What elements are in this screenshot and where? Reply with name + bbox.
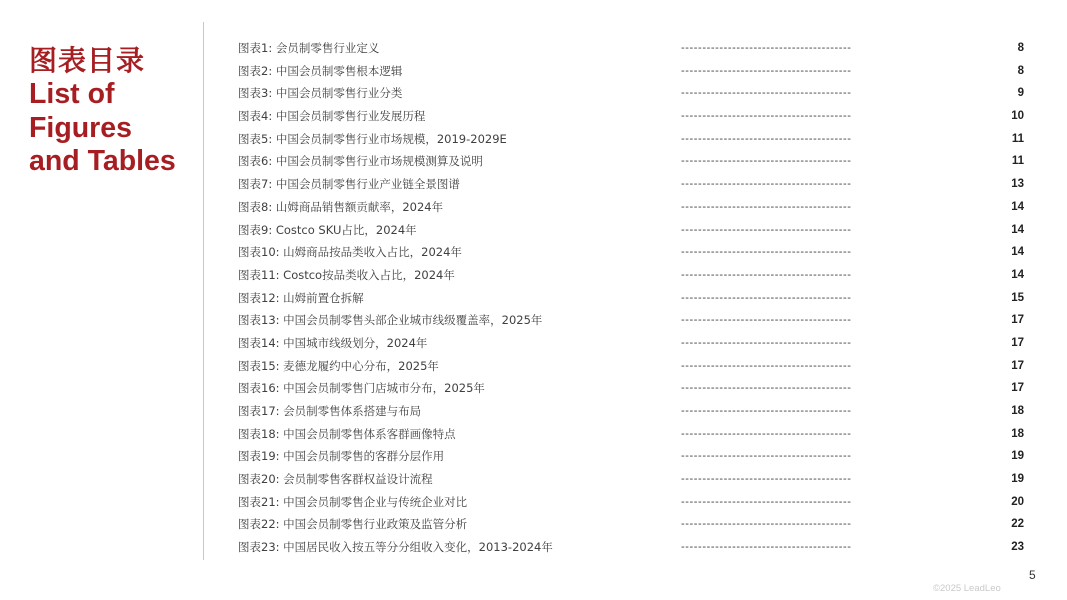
toc-leader-dashes: ----------------------------------------	[681, 427, 852, 440]
toc-entry-label: 图表4: 中国会员制零售行业发展历程	[238, 109, 426, 124]
toc-page-number: 14	[1011, 200, 1024, 213]
toc-entry-label: 图表16: 中国会员制零售门店城市分布，2025年	[238, 381, 485, 396]
toc-page-number: 11	[1011, 155, 1024, 168]
toc-leader-dashes: ----------------------------------------	[681, 541, 852, 554]
toc-entry-label: 图表19: 中国会员制零售的客群分层作用	[238, 449, 445, 464]
toc-page-number: 9	[1017, 87, 1024, 100]
toc-leader-dashes: ----------------------------------------	[681, 132, 852, 145]
toc-entry-label: 图表23: 中国居民收入按五等分分组收入变化，2013-2024年	[238, 540, 553, 555]
toc-row[interactable]	[238, 355, 1028, 378]
toc-page-number: 17	[1011, 382, 1024, 395]
toc-leader-dashes: ----------------------------------------	[681, 200, 852, 213]
toc-leader-dashes: ----------------------------------------	[681, 223, 852, 236]
copyright-text: ©2025 LeadLeo	[933, 583, 1001, 594]
toc-row[interactable]	[238, 241, 1028, 264]
toc-row[interactable]	[238, 423, 1028, 446]
toc-row[interactable]	[238, 219, 1028, 242]
toc-row[interactable]	[238, 445, 1028, 468]
toc-entry-label: 图表20: 会员制零售客群权益设计流程	[238, 472, 433, 487]
toc-entry-label: 图表3: 中国会员制零售行业分类	[238, 86, 403, 101]
toc-page-number: 15	[1011, 291, 1024, 304]
vertical-divider	[203, 22, 204, 560]
toc-page-number: 22	[1011, 518, 1024, 531]
toc-leader-dashes: ----------------------------------------	[681, 155, 852, 168]
toc-row[interactable]	[238, 309, 1028, 332]
toc-page-number: 14	[1011, 246, 1024, 259]
toc-page-number: 19	[1011, 473, 1024, 486]
toc-row[interactable]	[238, 82, 1028, 105]
toc-row[interactable]	[238, 37, 1028, 60]
toc-page-number: 8	[1017, 42, 1024, 54]
toc-entry-label: 图表18: 中国会员制零售体系客群画像特点	[238, 426, 456, 441]
toc-leader-dashes: ----------------------------------------	[681, 450, 852, 463]
page-number: 5	[1029, 568, 1036, 582]
toc-entry-label: 图表1: 会员制零售行业定义	[238, 41, 380, 55]
toc-leader-dashes: ----------------------------------------	[681, 473, 852, 486]
toc-entry-label: 图表17: 会员制零售体系搭建与布局	[238, 404, 422, 418]
toc-page-number: 10	[1011, 110, 1024, 123]
toc-leader-dashes: ----------------------------------------	[681, 336, 852, 349]
toc-row[interactable]	[238, 105, 1028, 128]
toc-leader-dashes: ----------------------------------------	[681, 382, 852, 395]
toc-leader-dashes: ----------------------------------------	[681, 359, 852, 372]
toc-row[interactable]	[238, 332, 1028, 355]
toc-leader-dashes: ----------------------------------------	[681, 268, 852, 281]
toc-page-number: 23	[1011, 541, 1024, 554]
page-title-en: List of Figures and Tables	[29, 78, 176, 177]
table-of-contents	[238, 37, 1028, 559]
toc-row[interactable]	[238, 513, 1028, 536]
toc-page-number: 18	[1011, 405, 1024, 417]
toc-leader-dashes: ----------------------------------------	[681, 64, 852, 77]
toc-entry-label: 图表22: 中国会员制零售行业政策及监管分析	[238, 517, 468, 532]
toc-page-number: 14	[1011, 223, 1024, 236]
toc-entry-label: 图表12: 山姆前置仓拆解	[238, 290, 364, 305]
toc-leader-dashes: ----------------------------------------	[681, 87, 852, 100]
toc-page-number: 17	[1011, 314, 1024, 327]
toc-leader-dashes: ----------------------------------------	[681, 314, 852, 327]
toc-row[interactable]	[238, 196, 1028, 219]
toc-row[interactable]	[238, 377, 1028, 400]
toc-row[interactable]	[238, 491, 1028, 514]
toc-entry-label: 图表5: 中国会员制零售行业市场规模，2019-2029E	[238, 131, 507, 146]
toc-leader-dashes: ----------------------------------------	[681, 495, 852, 508]
toc-page-number: 17	[1011, 336, 1024, 349]
toc-row[interactable]	[238, 264, 1028, 287]
toc-page-number: 17	[1011, 359, 1024, 372]
title-block	[29, 44, 199, 179]
toc-entry-label: 图表7: 中国会员制零售行业产业链全景图谱	[238, 177, 460, 192]
toc-page-number: 18	[1011, 427, 1024, 440]
toc-entry-label: 图表21: 中国会员制零售企业与传统企业对比	[238, 494, 468, 509]
toc-entry-label: 图表14: 中国城市线级划分，2024年	[238, 335, 428, 350]
toc-leader-dashes: ----------------------------------------	[681, 291, 852, 304]
toc-page-number: 14	[1011, 268, 1024, 281]
page-title-cn: 图表目录	[29, 44, 146, 77]
toc-leader-dashes: ----------------------------------------	[681, 178, 852, 191]
toc-row[interactable]	[238, 287, 1028, 310]
toc-row[interactable]	[238, 400, 1028, 423]
toc-row[interactable]	[238, 536, 1028, 559]
toc-page-number: 20	[1011, 495, 1024, 508]
toc-entry-label: 图表6: 中国会员制零售行业市场规模测算及说明	[238, 154, 483, 169]
toc-entry-label: 图表15: 麦德龙履约中心分布，2025年	[238, 358, 439, 373]
toc-row[interactable]	[238, 173, 1028, 196]
toc-page-number: 11	[1011, 132, 1024, 145]
toc-leader-dashes: ----------------------------------------	[681, 110, 852, 123]
toc-entry-label: 图表2: 中国会员制零售根本逻辑	[238, 63, 403, 78]
toc-row[interactable]	[238, 468, 1028, 491]
toc-entry-label: 图表11: Costco按品类收入占比，2024年	[238, 267, 455, 282]
toc-entry-label: 图表9: Costco SKU占比，2024年	[238, 222, 417, 237]
toc-entry-label: 图表13: 中国会员制零售头部企业城市线级覆盖率，2025年	[238, 313, 543, 328]
toc-leader-dashes: ----------------------------------------	[681, 405, 852, 417]
toc-entry-label: 图表10: 山姆商品按品类收入占比，2024年	[238, 245, 462, 260]
toc-row[interactable]	[238, 128, 1028, 151]
toc-leader-dashes: ----------------------------------------	[681, 246, 852, 259]
toc-page-number: 8	[1017, 64, 1024, 77]
toc-leader-dashes: ----------------------------------------	[681, 42, 852, 54]
toc-row[interactable]	[238, 60, 1028, 83]
toc-entry-label: 图表8: 山姆商品销售额贡献率，2024年	[238, 199, 444, 214]
toc-leader-dashes: ----------------------------------------	[681, 518, 852, 531]
toc-page-number: 13	[1011, 178, 1024, 191]
toc-row[interactable]	[238, 150, 1028, 173]
toc-page-number: 19	[1011, 450, 1024, 463]
